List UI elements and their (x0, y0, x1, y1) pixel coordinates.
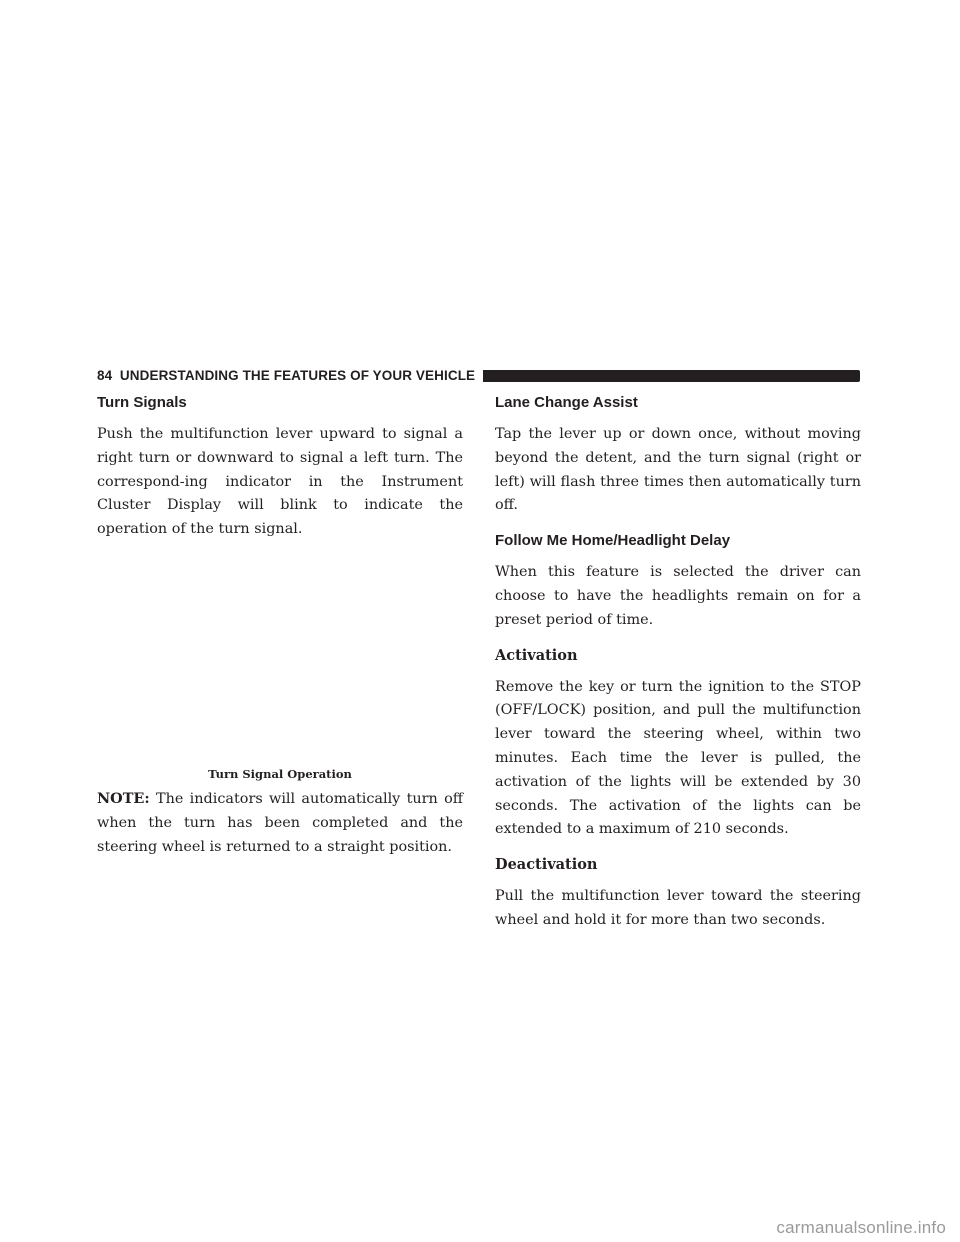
follow-me-home-body: When this feature is selected the driver can choose to have the headlights remain on for a preset period of time. (495, 564, 861, 628)
turn-signals-body: Push the multifunction lever upward to signal a right turn or downward to signal a left turn. The correspond-ing indicator in the Instrument Cluster Display will blink to indicate the operation of the turn signal. (97, 426, 463, 538)
deactivation-body: Pull the multifunction lever toward the steering wheel and hold it for more than two seconds. (495, 888, 861, 928)
note-text: The indicators will automatically turn off when the turn has been completed and the steering wheel is returned to a straight position. (97, 790, 463, 855)
note-paragraph (97, 787, 463, 859)
lane-change-body: Tap the lever up or down once, without moving beyond the detent, and the turn signal (right or left) will flash three times then automatically turn off. (495, 426, 861, 514)
header-text (97, 366, 475, 386)
turn-signals-heading: Turn Signals (97, 394, 187, 411)
note-label: NOTE: (97, 789, 150, 807)
activation-heading: Activation (495, 646, 578, 664)
header-rule (483, 370, 860, 382)
lane-change-heading: Lane Change Assist (495, 394, 638, 411)
figure-caption: Turn Signal Operation (208, 766, 352, 781)
follow-me-home-heading: Follow Me Home/Headlight Delay (495, 532, 731, 550)
activation-body: Remove the key or turn the ignition to the STOP (OFF/LOCK) position, and pull the multifunction lever toward the steering wheel, within two minutes. Each time the lever is pulled, the activation of the lights will be extended by 30 seconds. The activation of the lights can be extended to a maximum of 210 seconds. (495, 678, 861, 838)
turn-signal-figure (97, 542, 463, 765)
right-column (495, 392, 861, 933)
page-header (97, 366, 860, 386)
deactivation-heading: Deactivation (495, 856, 598, 874)
left-column (97, 392, 463, 859)
watermark: carmanualsonline.info (776, 1218, 946, 1237)
page-number: 84 (97, 368, 113, 383)
section-title: UNDERSTANDING THE FEATURES OF YOUR VEHICLE (119, 368, 476, 383)
